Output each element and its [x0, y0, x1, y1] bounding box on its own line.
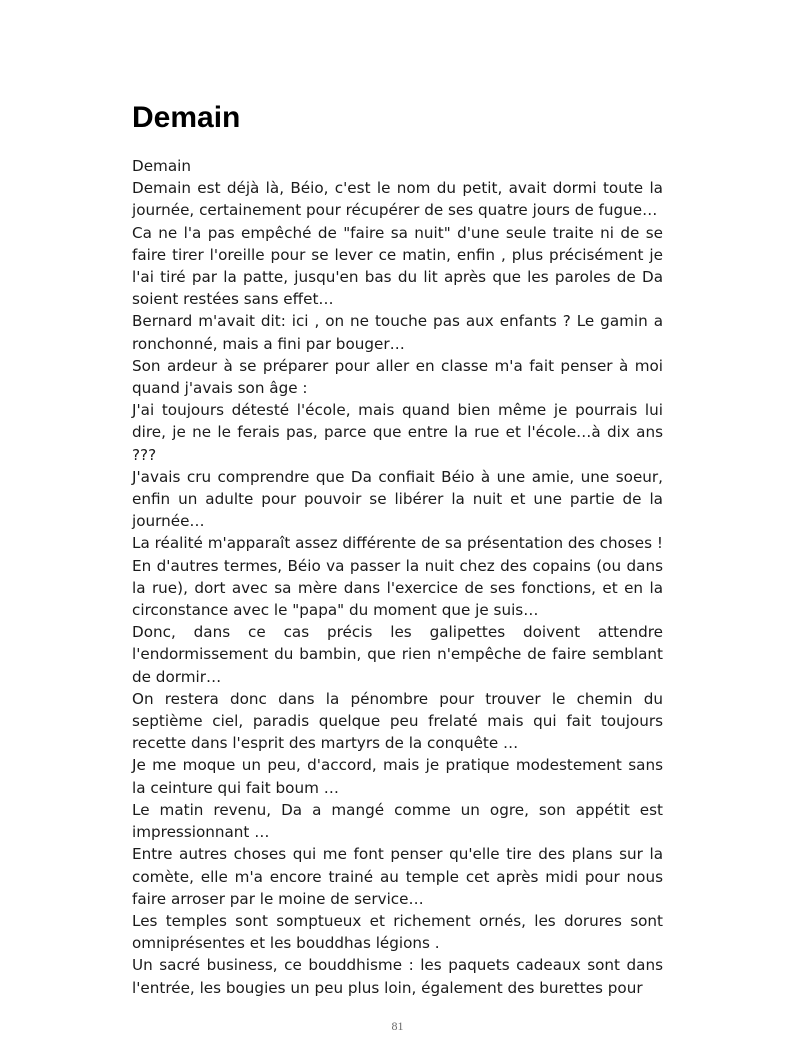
paragraph: Un sacré business, ce bouddhisme : les paquets cadeaux sont dans l'entrée, les bougies un peu plus loin, également des burettes pour [132, 956, 663, 997]
paragraph: La réalité m'apparaît assez différente de sa présentation des choses ! [132, 534, 663, 553]
paragraph: Les temples sont somptueux et richement ornés, les dorures sont omniprésentes et les bouddhas légions . [132, 911, 663, 953]
paragraph: Son ardeur à se préparer pour aller en classe m'a fait penser à moi quand j'avais son âge : [132, 356, 663, 398]
paragraph: Bernard m'avait dit: ici , on ne touche pas aux enfants ? Le gamin a ronchonné, mais a fini par bouger… [132, 312, 663, 353]
page-title: Demain [132, 101, 241, 134]
paragraph: Donc, dans ce cas précis les galipettes doivent attendre l'endormissement du bambin, que rien n'empêche de faire semblant de dormir… [132, 623, 663, 686]
paragraph: Entre autres choses qui me font penser qu'elle tire des plans sur la comète, elle m'a encore trainé au temple cet après midi pour nous faire arroser par le moine de service… [132, 845, 663, 908]
paragraph: Ca ne l'a pas empêché de "faire sa nuit" d'une seule traite ni de se faire tirer l'oreille pour se lever ce matin, enfin , plus précisément je l'ai tiré par la patte, jusqu'en bas du lit après que les paroles de Da soient restées sans effet… [132, 223, 663, 309]
body-text [132, 155, 663, 999]
paragraph: J'ai toujours détesté l'école, mais quand bien même je pourrais lui dire, je ne le ferais pas, parce que entre la rue et l'école…à dix ans ??? [132, 401, 663, 464]
paragraph: Demain [132, 157, 191, 175]
paragraph: En d'autres termes, Béio va passer la nuit chez des copains (ou dans la rue), dort avec sa mère dans l'exercice de ses fonctions, et en la circonstance avec le "papa" du moment que je suis… [132, 556, 663, 620]
page-number: 81 [391, 1019, 404, 1033]
paragraph: J'avais cru comprendre que Da confiait Béio à une amie, une soeur, enfin un adulte pour pouvoir se libérer la nuit et une partie de la journée… [132, 467, 663, 531]
paragraph: Le matin revenu, Da a mangé comme un ogre, son appétit est impressionnant … [132, 800, 663, 842]
paragraph: On restera donc dans la pénombre pour trouver le chemin du septième ciel, paradis quelque peu frelaté mais qui fait toujours recette dans l'esprit des martyrs de la conquête … [132, 689, 663, 753]
paragraph: Je me moque un peu, d'accord, mais je pratique modestement sans la ceinture qui fait boum … [132, 756, 663, 797]
paragraph: Demain est déjà là, Béio, c'est le nom du petit, avait dormi toute la journée, certainement pour récupérer de ses quatre jours de fugue… [132, 179, 663, 220]
